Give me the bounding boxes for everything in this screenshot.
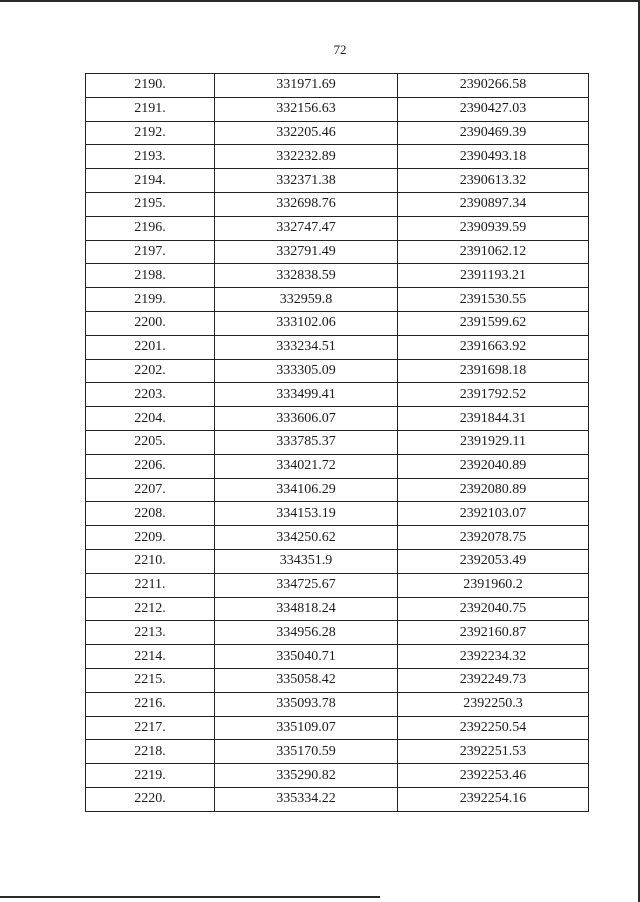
table-row xyxy=(86,740,589,764)
y-coordinate-cell: 2390613.32 xyxy=(398,169,589,193)
x-coordinate-cell: 332205.46 xyxy=(215,121,398,145)
y-coordinate-cell: 2392234.32 xyxy=(398,645,589,669)
x-coordinate-cell: 335290.82 xyxy=(215,764,398,788)
x-coordinate-cell: 334153.19 xyxy=(215,502,398,526)
x-coordinate-cell: 335334.22 xyxy=(215,787,398,811)
x-coordinate-cell: 335040.71 xyxy=(215,645,398,669)
point-number-cell: 2212. xyxy=(86,597,215,621)
x-coordinate-cell: 333305.09 xyxy=(215,359,398,383)
point-number-cell: 2219. xyxy=(86,764,215,788)
x-coordinate-cell: 335058.42 xyxy=(215,668,398,692)
x-coordinate-cell: 334021.72 xyxy=(215,454,398,478)
y-coordinate-cell: 2392254.16 xyxy=(398,787,589,811)
y-coordinate-cell: 2391599.62 xyxy=(398,311,589,335)
y-coordinate-cell: 2392250.3 xyxy=(398,692,589,716)
y-coordinate-cell: 2391698.18 xyxy=(398,359,589,383)
x-coordinate-cell: 332371.38 xyxy=(215,169,398,193)
y-coordinate-cell: 2391062.12 xyxy=(398,240,589,264)
x-coordinate-cell: 332747.47 xyxy=(215,216,398,240)
point-number-cell: 2193. xyxy=(86,145,215,169)
x-coordinate-cell: 334351.9 xyxy=(215,549,398,573)
point-number-cell: 2199. xyxy=(86,288,215,312)
point-number-cell: 2195. xyxy=(86,192,215,216)
y-coordinate-cell: 2391530.55 xyxy=(398,288,589,312)
point-number-cell: 2218. xyxy=(86,740,215,764)
point-number-cell: 2209. xyxy=(86,526,215,550)
table-row xyxy=(86,74,589,98)
x-coordinate-cell: 334106.29 xyxy=(215,478,398,502)
point-number-cell: 2200. xyxy=(86,311,215,335)
y-coordinate-cell: 2391929.11 xyxy=(398,430,589,454)
x-coordinate-cell: 332959.8 xyxy=(215,288,398,312)
point-number-cell: 2203. xyxy=(86,383,215,407)
point-number-cell: 2220. xyxy=(86,787,215,811)
x-coordinate-cell: 335109.07 xyxy=(215,716,398,740)
point-number-cell: 2207. xyxy=(86,478,215,502)
point-number-cell: 2208. xyxy=(86,502,215,526)
x-coordinate-cell: 333606.07 xyxy=(215,407,398,431)
y-coordinate-cell: 2390493.18 xyxy=(398,145,589,169)
table-row xyxy=(86,573,589,597)
table-row xyxy=(86,240,589,264)
x-coordinate-cell: 332838.59 xyxy=(215,264,398,288)
table-row xyxy=(86,311,589,335)
y-coordinate-cell: 2390469.39 xyxy=(398,121,589,145)
table-row xyxy=(86,692,589,716)
table-row xyxy=(86,787,589,811)
table-row xyxy=(86,454,589,478)
x-coordinate-cell: 335170.59 xyxy=(215,740,398,764)
table-row xyxy=(86,407,589,431)
x-coordinate-cell: 334250.62 xyxy=(215,526,398,550)
y-coordinate-cell: 2392053.49 xyxy=(398,549,589,573)
x-coordinate-cell: 334956.28 xyxy=(215,621,398,645)
y-coordinate-cell: 2392103.07 xyxy=(398,502,589,526)
table-row xyxy=(86,621,589,645)
table-row xyxy=(86,359,589,383)
x-coordinate-cell: 333102.06 xyxy=(215,311,398,335)
coordinates-table xyxy=(85,73,589,812)
table-row xyxy=(86,335,589,359)
x-coordinate-cell: 334725.67 xyxy=(215,573,398,597)
point-number-cell: 2196. xyxy=(86,216,215,240)
y-coordinate-cell: 2392040.75 xyxy=(398,597,589,621)
x-coordinate-cell: 331971.69 xyxy=(215,74,398,98)
table-row xyxy=(86,764,589,788)
point-number-cell: 2197. xyxy=(86,240,215,264)
point-number-cell: 2204. xyxy=(86,407,215,431)
y-coordinate-cell: 2391960.2 xyxy=(398,573,589,597)
point-number-cell: 2216. xyxy=(86,692,215,716)
point-number-cell: 2201. xyxy=(86,335,215,359)
x-coordinate-cell: 332791.49 xyxy=(215,240,398,264)
table-row xyxy=(86,383,589,407)
point-number-cell: 2194. xyxy=(86,169,215,193)
point-number-cell: 2214. xyxy=(86,645,215,669)
table-row xyxy=(86,597,589,621)
point-number-cell: 2210. xyxy=(86,549,215,573)
point-number-cell: 2217. xyxy=(86,716,215,740)
x-coordinate-cell: 333499.41 xyxy=(215,383,398,407)
page-bottom-edge xyxy=(0,896,380,898)
y-coordinate-cell: 2391792.52 xyxy=(398,383,589,407)
table-row xyxy=(86,502,589,526)
table-row xyxy=(86,288,589,312)
y-coordinate-cell: 2392078.75 xyxy=(398,526,589,550)
table-row xyxy=(86,526,589,550)
page-top-edge xyxy=(0,0,640,2)
x-coordinate-cell: 334818.24 xyxy=(215,597,398,621)
page-number: 72 xyxy=(333,42,347,57)
y-coordinate-cell: 2391193.21 xyxy=(398,264,589,288)
x-coordinate-cell: 332232.89 xyxy=(215,145,398,169)
table-row xyxy=(86,645,589,669)
table-row xyxy=(86,478,589,502)
table-row xyxy=(86,145,589,169)
point-number-cell: 2211. xyxy=(86,573,215,597)
x-coordinate-cell: 333785.37 xyxy=(215,430,398,454)
y-coordinate-cell: 2392160.87 xyxy=(398,621,589,645)
y-coordinate-cell: 2391663.92 xyxy=(398,335,589,359)
y-coordinate-cell: 2392251.53 xyxy=(398,740,589,764)
table-row xyxy=(86,192,589,216)
point-number-cell: 2190. xyxy=(86,74,215,98)
point-number-cell: 2198. xyxy=(86,264,215,288)
y-coordinate-cell: 2390939.59 xyxy=(398,216,589,240)
y-coordinate-cell: 2392249.73 xyxy=(398,668,589,692)
point-number-cell: 2191. xyxy=(86,97,215,121)
point-number-cell: 2213. xyxy=(86,621,215,645)
table-row xyxy=(86,97,589,121)
y-coordinate-cell: 2392253.46 xyxy=(398,764,589,788)
point-number-cell: 2202. xyxy=(86,359,215,383)
coordinates-table-body xyxy=(86,74,589,812)
y-coordinate-cell: 2390266.58 xyxy=(398,74,589,98)
y-coordinate-cell: 2392040.89 xyxy=(398,454,589,478)
table-row xyxy=(86,169,589,193)
table-row xyxy=(86,264,589,288)
point-number-cell: 2206. xyxy=(86,454,215,478)
x-coordinate-cell: 332698.76 xyxy=(215,192,398,216)
y-coordinate-cell: 2390427.03 xyxy=(398,97,589,121)
y-coordinate-cell: 2392250.54 xyxy=(398,716,589,740)
table-row xyxy=(86,430,589,454)
table-row xyxy=(86,549,589,573)
point-number-cell: 2215. xyxy=(86,668,215,692)
point-number-cell: 2205. xyxy=(86,430,215,454)
table-row xyxy=(86,668,589,692)
y-coordinate-cell: 2392080.89 xyxy=(398,478,589,502)
point-number-cell: 2192. xyxy=(86,121,215,145)
x-coordinate-cell: 333234.51 xyxy=(215,335,398,359)
table-row xyxy=(86,216,589,240)
table-row xyxy=(86,121,589,145)
table-row xyxy=(86,716,589,740)
x-coordinate-cell: 335093.78 xyxy=(215,692,398,716)
y-coordinate-cell: 2390897.34 xyxy=(398,192,589,216)
y-coordinate-cell: 2391844.31 xyxy=(398,407,589,431)
x-coordinate-cell: 332156.63 xyxy=(215,97,398,121)
